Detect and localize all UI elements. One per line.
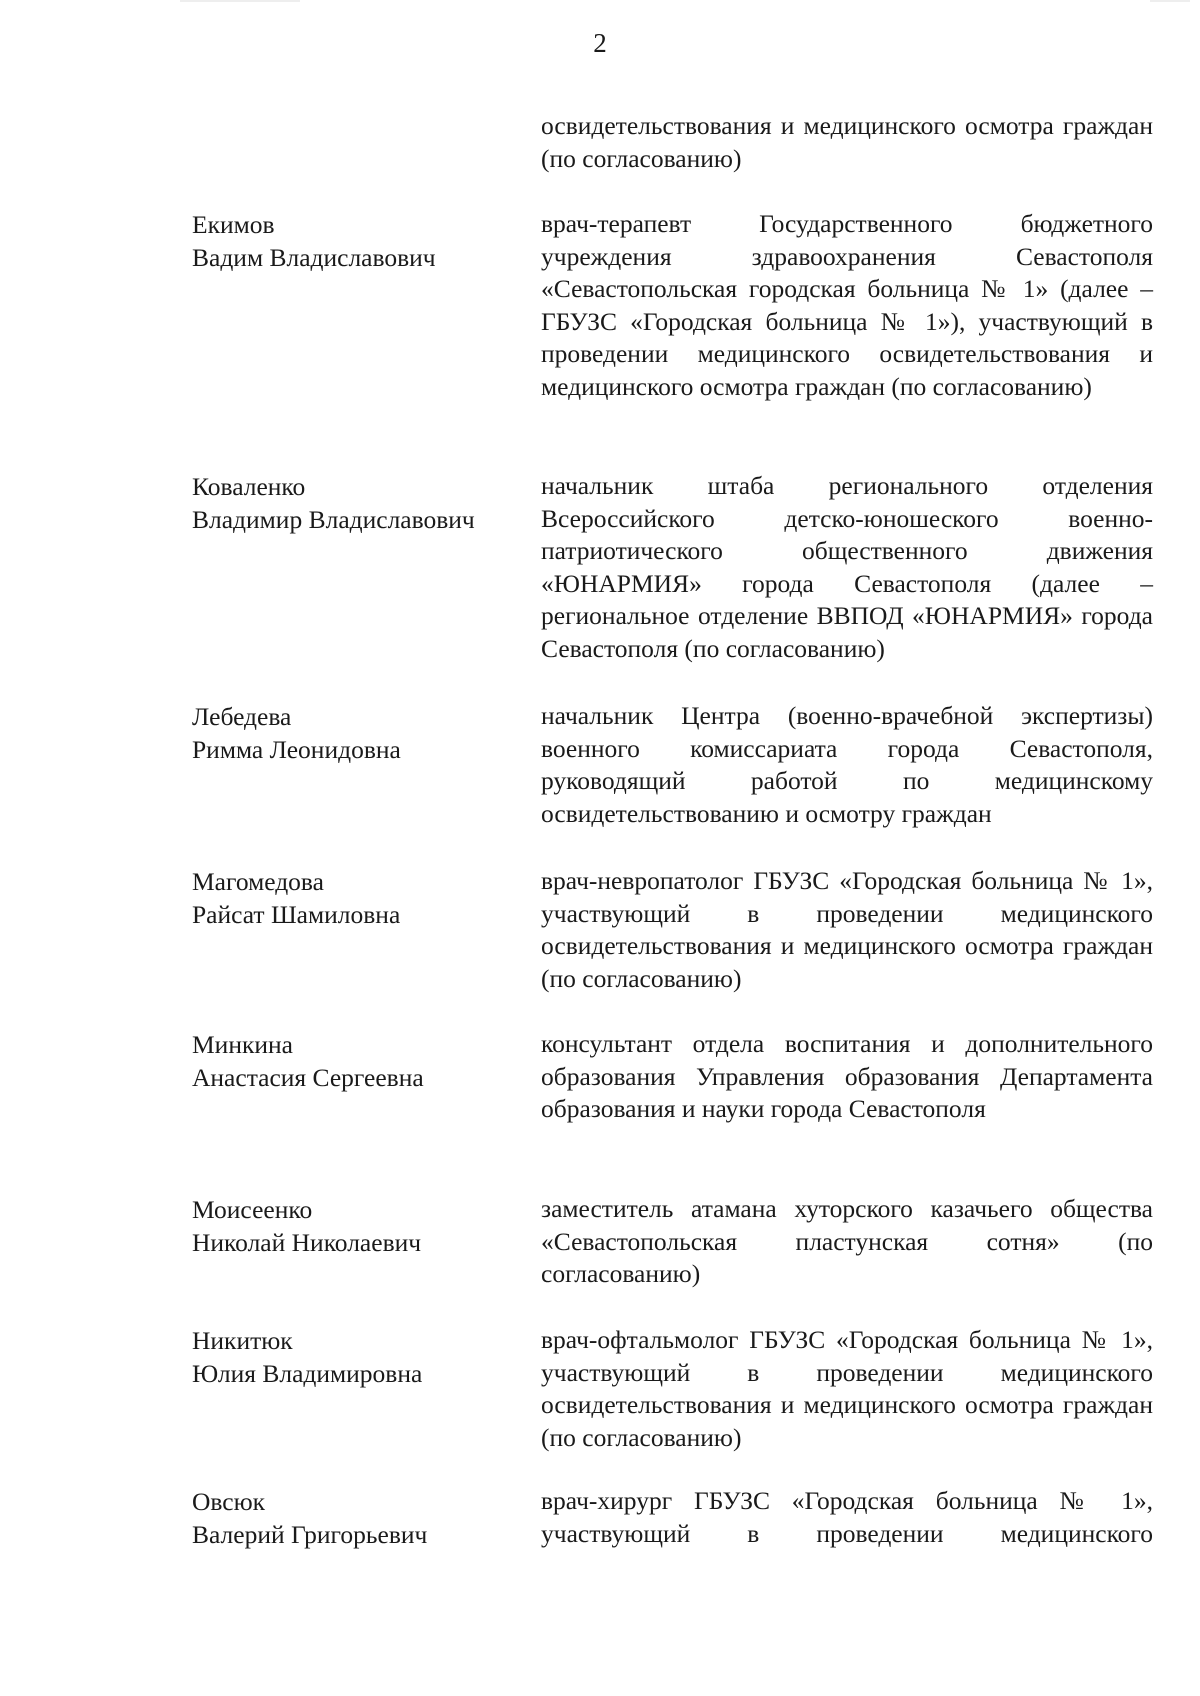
- member-name: [192, 1193, 522, 1259]
- member-given-names: Валерий Григорьевич: [192, 1520, 428, 1549]
- member-given-names: Вадим Владиславович: [192, 243, 436, 272]
- member-description: начальник Центра (военно-врачебной экспертизы) военного комиссариата города Севастополя, руководящий работой по медицинскому освидетельствованию и осмотру граждан: [541, 701, 1153, 828]
- member-name: [192, 1028, 522, 1094]
- member-surname: Коваленко: [192, 472, 306, 501]
- member-given-names: Анастасия Сергеевна: [192, 1063, 424, 1092]
- member-given-names: Владимир Владиславович: [192, 505, 475, 534]
- member-given-names: Райсат Шамиловна: [192, 900, 401, 929]
- member-name: [192, 1485, 522, 1551]
- member-name: [192, 470, 522, 536]
- page-number: 2: [593, 28, 607, 58]
- member-given-names: Юлия Владимировна: [192, 1359, 423, 1388]
- member-description: врач-терапевт Государственного бюджетного учреждения здравоохранения Севастополя «Севастопольская городская больница № 1» (далее – ГБУЗС «Городская больница № 1»), участвующий в проведении медицинского освидетельствования и медицинского осмотра граждан (по согласованию): [541, 209, 1153, 401]
- scan-edge-mark-left: [180, 0, 300, 2]
- member-description: начальник штаба регионального отделения Всероссийского детско-юношеского военно-патриотического общественного движения «ЮНАРМИЯ» города Севастополя (далее – региональное отделение ВВПОД «ЮНАРМИЯ» города Севастополя (по согласованию): [541, 471, 1153, 663]
- member-surname: Овсюк: [192, 1487, 266, 1516]
- member-surname: Никитюк: [192, 1326, 293, 1355]
- member-description: врач-невропатолог ГБУЗС «Городская больница № 1», участвующий в проведении медицинского освидетельствования и медицинского осмотра граждан (по согласованию): [541, 866, 1153, 993]
- member-description: консультант отдела воспитания и дополнительного образования Управления образования Департамента образования и науки города Севастополя: [541, 1029, 1153, 1123]
- member-name: [192, 865, 522, 931]
- member-name: [192, 1324, 522, 1390]
- continuation-description: освидетельствования и медицинского осмотра граждан (по согласованию): [541, 111, 1153, 173]
- member-name: [192, 700, 522, 766]
- member-surname: Минкина: [192, 1030, 293, 1059]
- scan-edge-mark-right: [1150, 0, 1190, 2]
- member-given-names: Римма Леонидовна: [192, 735, 401, 764]
- member-description: врач-офтальмолог ГБУЗС «Городская больница № 1», участвующий в проведении медицинского освидетельствования и медицинского осмотра граждан (по согласованию): [541, 1325, 1153, 1452]
- member-surname: Екимов: [192, 210, 275, 239]
- member-surname: Магомедова: [192, 867, 324, 896]
- member-description: врач-хирург ГБУЗС «Городская больница № 1», участвующий в проведении медицинского: [541, 1486, 1153, 1548]
- member-description: заместитель атамана хуторского казачьего общества «Севастопольская пластунская сотня» (по согласованию): [541, 1194, 1153, 1288]
- member-surname: Моисеенко: [192, 1195, 313, 1224]
- member-surname: Лебедева: [192, 702, 292, 731]
- member-given-names: Николай Николаевич: [192, 1228, 422, 1257]
- member-name: [192, 208, 522, 274]
